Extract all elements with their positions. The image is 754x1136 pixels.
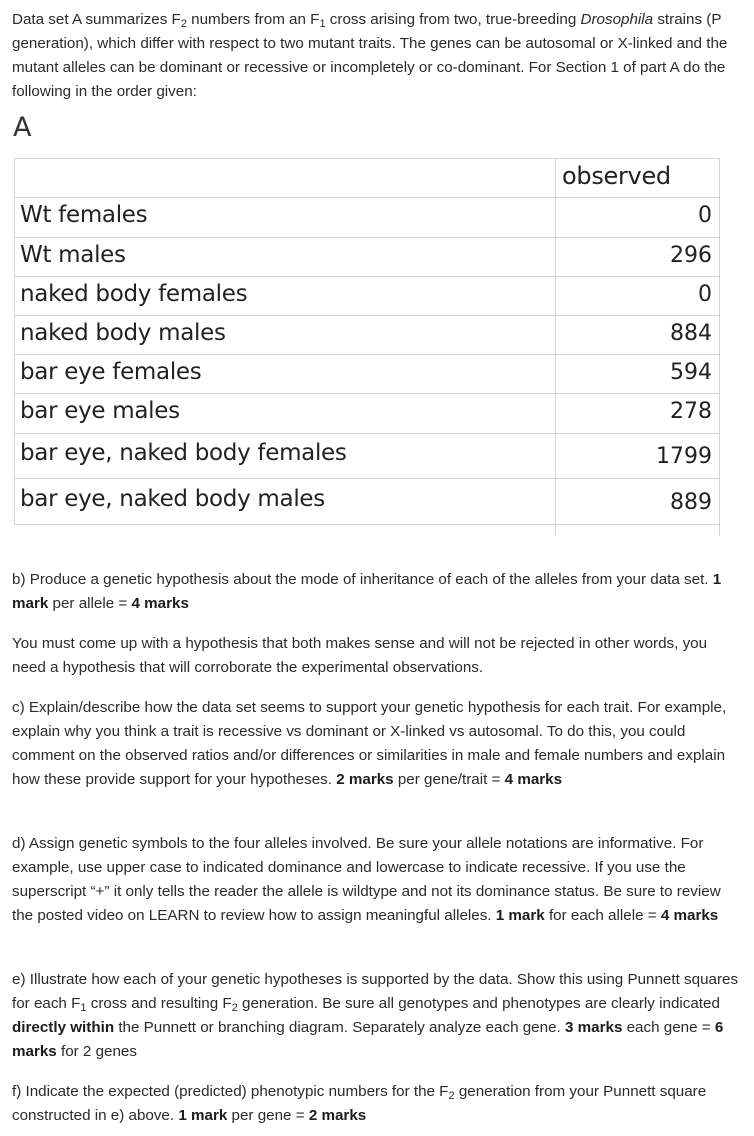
question-text: b) Produce a genetic hypothesis about the mode of inheritance of each of the alleles from your data set. (12, 571, 713, 588)
grid-line (14, 158, 720, 159)
data-table (14, 158, 720, 536)
question-b (12, 568, 742, 616)
marks-emphasis: 1 mark (178, 1107, 228, 1124)
hypothesis-note: You must come up with a hypothesis that both makes sense and will not be rejected in other words, you need a hypothesis that will corroborate the experimental observations. (12, 635, 708, 676)
question-d (12, 832, 742, 928)
grid-line (14, 276, 720, 277)
row-value: 594 (670, 360, 712, 385)
marks-emphasis: 2 marks (308, 1107, 367, 1124)
marks-emphasis: 4 marks (504, 771, 563, 788)
row-value: 884 (670, 321, 712, 346)
marks-emphasis: 1 mark (12, 571, 722, 612)
question-text: per gene/trait = (393, 771, 505, 788)
question-c (12, 696, 742, 792)
intro-paragraph (12, 8, 742, 104)
grid-line (555, 158, 556, 536)
question-e (12, 968, 742, 1064)
row-label: bar eye, naked body females (20, 440, 347, 466)
intro-text: numbers from an F (186, 11, 320, 28)
intro-text: cross arising from two, true-breeding (325, 11, 581, 28)
emphasis: directly within (12, 1019, 115, 1036)
grid-line (14, 237, 720, 238)
question-text: for 2 genes (56, 1043, 137, 1060)
row-label: bar eye females (20, 359, 202, 385)
row-value: 889 (670, 490, 712, 515)
question-text: f) Indicate the expected (predicted) phenotypic numbers for the F (12, 1083, 449, 1100)
question-text: generation from your Punnett square constructed in e) above. (12, 1083, 707, 1124)
question-text: per gene = (227, 1107, 309, 1124)
marks-emphasis: 6 marks (12, 1019, 724, 1060)
section-heading: A (13, 112, 32, 143)
question-text: each gene = (622, 1019, 715, 1036)
species-name: Drosophila (580, 11, 654, 28)
question-text: d) Assign genetic symbols to the four alleles involved. Be sure your allele notations are informative. For example, use upper case to indicated dominance and lowercase to indicate recessive. If you use the superscript “+” it only tells the reader the allele is wildtype and not its dominance status. Be sure to review the posted video on LEARN to review how to assign meaningful alleles. (12, 835, 721, 924)
question-text: generation. Be sure all genotypes and phenotypes are clearly indicated (237, 995, 720, 1012)
row-label: Wt females (20, 202, 148, 228)
marks-emphasis: 1 mark (495, 907, 545, 924)
row-value: 278 (670, 399, 712, 424)
row-value: 0 (698, 203, 712, 228)
grid-line (14, 197, 720, 198)
question-text: c) Explain/describe how the data set seems to support your genetic hypothesis for each trait. For example, explain why you think a trait is recessive vs dominant or X-linked vs autosomal. To do this, you could comment on the observed ratios and/or differences or similarities in male and female numbers and explain how these provide support for your hypotheses. (12, 699, 727, 788)
grid-line (719, 158, 720, 536)
marks-emphasis: 2 marks (336, 771, 394, 788)
row-value: 296 (670, 243, 712, 268)
grid-line (14, 478, 720, 479)
grid-line (14, 315, 720, 316)
question-f (12, 1080, 742, 1128)
question-text: the Punnett or branching diagram. Separately analyze each gene. (114, 1019, 565, 1036)
question-text: cross and resulting F (86, 995, 232, 1012)
subscript: 1 (319, 18, 326, 30)
grid-line (14, 158, 15, 524)
grid-line (14, 393, 720, 394)
column-header-observed: observed (562, 162, 671, 190)
subscript: 2 (448, 1090, 455, 1102)
question-text: e) Illustrate how each of your genetic hypotheses is supported by the data. Show this using Punnett squares for each F (12, 971, 739, 1012)
question-text: per allele = (48, 595, 132, 612)
grid-line (14, 433, 720, 434)
row-label: naked body males (20, 320, 226, 346)
row-label: bar eye, naked body males (20, 486, 325, 512)
row-label: naked body females (20, 281, 248, 307)
subscript: 2 (180, 18, 187, 30)
row-value: 1799 (656, 444, 712, 469)
marks-emphasis: 4 marks (131, 595, 189, 612)
intro-text: strains (P generation), which differ with respect to two mutant traits. The genes can be autosomal or X-linked and the mutant alleles can be dominant or recessive or incompletely or co-dominant. For Section 1 of part A do the following in the order given: (12, 11, 728, 100)
grid-line (14, 354, 720, 355)
marks-emphasis: 4 marks (660, 907, 719, 924)
intro-text: Data set A summarizes F (12, 11, 181, 28)
question-text: for each allele = (544, 907, 661, 924)
marks-emphasis: 3 marks (564, 1019, 623, 1036)
row-label: Wt males (20, 242, 126, 268)
subscript: 2 (231, 1002, 238, 1014)
row-value: 0 (698, 282, 712, 307)
subscript: 1 (80, 1002, 87, 1014)
grid-line (14, 524, 720, 525)
row-label: bar eye males (20, 398, 180, 424)
